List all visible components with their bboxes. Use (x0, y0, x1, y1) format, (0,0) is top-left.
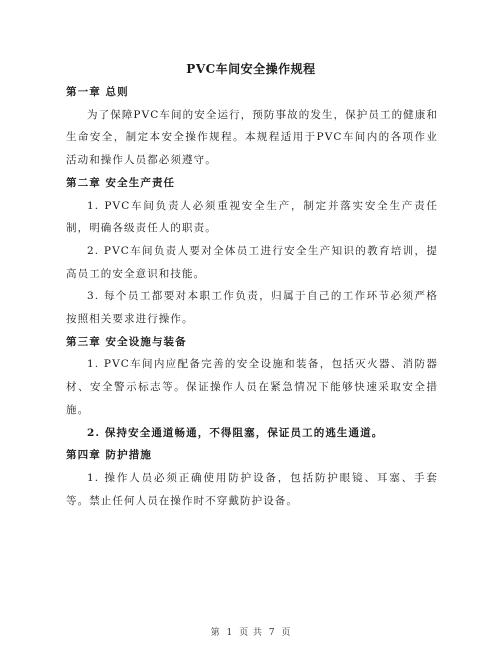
paragraph: 1. PVC车间负责人必须重视安全生产，制定并落实安全生产责任制，明确各级责任人的职责。 (66, 199, 438, 235)
footer-suffix: 页 (281, 628, 292, 638)
footer-page-number: 1 (226, 628, 234, 638)
footer-middle: 页 共 (239, 628, 263, 638)
section-heading: 第三章 安全设施与装备 (66, 335, 187, 348)
document-title: PVC车间安全操作规程 (186, 62, 316, 76)
section-heading: 第一章 总则 (66, 86, 129, 98)
section-heading: 第二章 安全生产责任 (66, 176, 176, 189)
section-heading: 第四章 防护措施 (66, 449, 152, 462)
paragraph: 为了保障PVC车间的安全运行，预防事故的发生，保护员工的健康和生命安全，制定本安全操作规程。本规程适用于PVC车间内的各项作业活动和操作人员都必须遵守。 (66, 108, 438, 167)
paragraph: 3. 每个员工都要对本职工作负责，归属于自己的工作环节必须严格按照相关要求进行操作。 (66, 290, 438, 326)
page-footer (0, 625, 502, 638)
footer-total-pages: 7 (268, 628, 276, 638)
paragraph: 1. PVC车间内应配备完善的安全设施和装备，包括灭火器、消防器材、安全警示标志等。保证操作人员在紧急情况下能够快速采取安全措施。 (66, 358, 438, 416)
paragraph: 1. 操作人员必须正确使用防护设备，包括防护眼镜、耳塞、手套等。禁止任何人员在操作时不穿戴防护设备。 (66, 471, 438, 507)
document-body (66, 81, 438, 512)
paragraph: 2. PVC车间负责人要对全体员工进行安全生产知识的教育培训，提高员工的安全意识和技能。 (66, 244, 438, 280)
paragraph-emphasis: 2. 保持安全通道畅通，不得阻塞，保证员工的逃生通道。 (87, 426, 384, 439)
footer-prefix: 第 (210, 628, 221, 638)
